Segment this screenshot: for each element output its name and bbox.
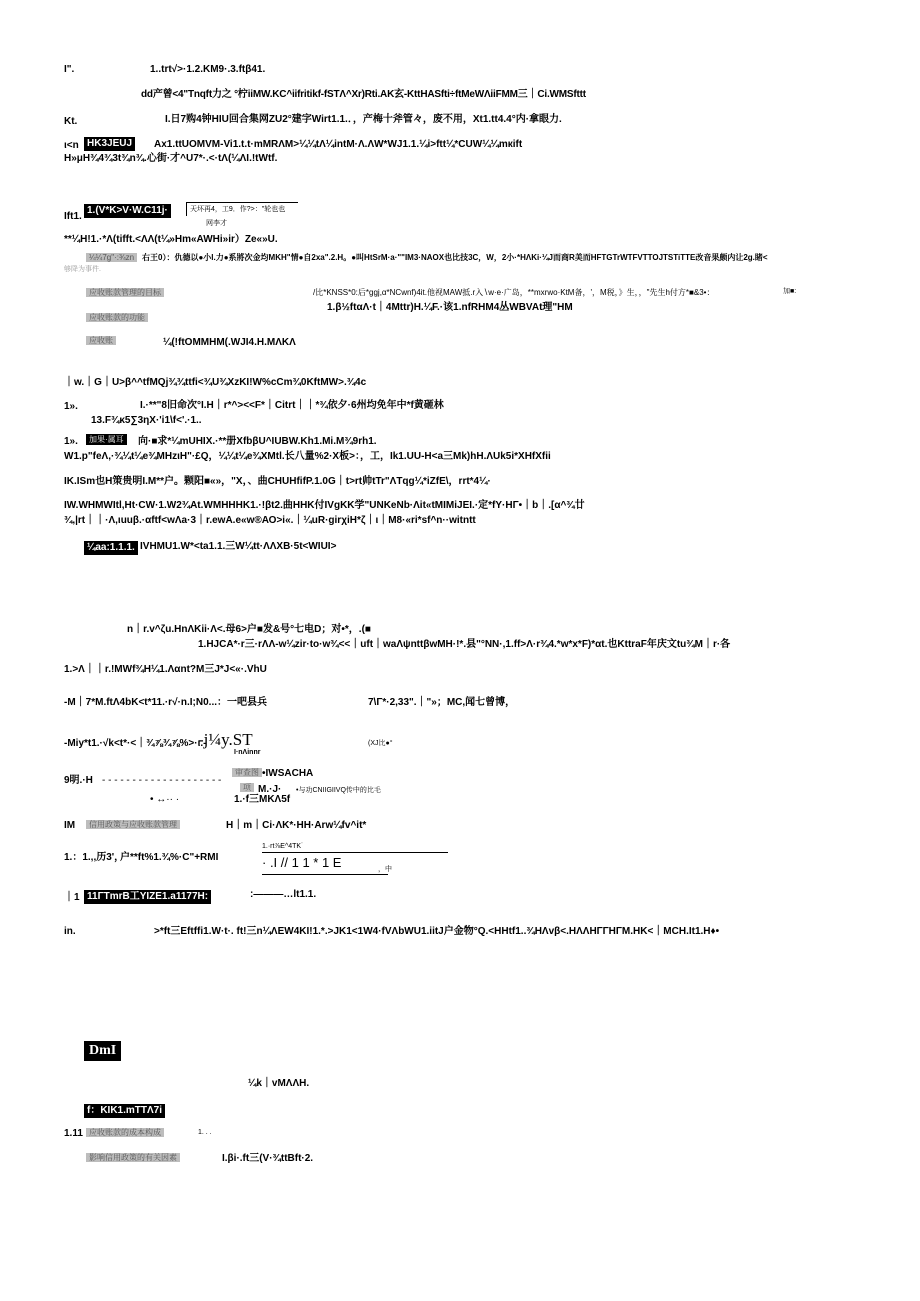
heading-gray-28: 项 [240,783,254,792]
heading-gray-39: 影响信用政策的有关因素 [86,1153,180,1162]
rule-31 [262,852,448,853]
text-line-06-lead: Ift1. [64,211,82,222]
heading-highlight-06: 1.(V*K>V·W.C11j· [84,204,171,218]
text-line-22: n｜r.v^ζu.HnΛKii·Λ<.母6>户■发&号°七电D；对•*，.(■ [127,624,371,635]
text-line-07: **¼H!1.·*Λ(tifft.<ΛΛ(t¼»Hm«AWHi»ir）Ze«»U. [64,234,278,245]
text-line-16: 向·■求*¼mUHIX.·**册XfbβU^IUBW.Kh1.Mi.M¾9rh1. [138,436,377,447]
text-line-28-note: •与功CNIIGIIVQ传中的比毛 [296,787,381,794]
text-line-16-lead: 1». [64,436,78,447]
text-line-39: I.βi·.ft三(V·¾ttBft·2. [222,1153,314,1164]
heading-highlight-16: 加果·属耳 [86,434,127,445]
heading-gray-09: 应收账款管理的目标 [86,288,164,297]
text-line-38-lead: 1.11 [64,1128,83,1139]
text-line-08-cont: 够降为事件. [64,266,101,273]
text-line-31: 户**ft%1.¾%·C"+RMI [120,852,219,863]
section-heading-35: DmI [84,1041,121,1061]
text-line-32: · .I // 1 1 * 1 E [262,855,342,870]
text-line-34-lead: in. [64,926,76,937]
text-line-30-lead: IM [64,820,76,831]
text-line-04: Ax1.ttUOMVM-Vi1.t.t·mMRΛM>¼¼tΛ¼intM·Λ.ΛW*WJ1.1.¼i>ftt¼*CUW¼¼mкift [154,139,523,150]
heading-gray-08: ¼¼7g"·:¾zn [86,253,137,262]
heading-highlight-37: f：KIK1.mTTΛ7i [84,1104,165,1118]
text-line-36: ¼k｜vMΛΛH. [248,1078,310,1089]
text-line-29: 1.·f三MKΛ5f [234,794,291,805]
heading-gray-30: 信用政策与应收账款管理 [86,820,180,829]
text-line-03-lead: Kt. [64,116,78,127]
text-line-31-right: 1.·rt⅞E^4TK˙ [262,843,304,850]
text-line-13: ｜w.｜G｜U>β^^tfMQj¾¾ttfi<¾U¾XzKI!W%cCm¾0KftMW>.¾4c [64,377,367,388]
text-line-09: /比*KNSS*0:后*ggj,α*NCwnf)4it.他视MAW抵.r入∖w·e·广岛，**mxrwo·KtM备，'，M税，》生，，"先生h付方*■&3•： [313,288,715,297]
text-line-19: IW.WHMWItl,Ht·CW·1.W2¾At.WMHHHK1.·!βt2.曲HHK付IVgKK学"UNKeNb·Λit«tMIMiJEI.·定*fY·HΓ•｜b｜.[α^¾廿 [64,500,585,511]
text-line-21: IVHMU1.W*<ta1.1.三W¼tt·ΛΛXB·5t<WIUI> [140,541,337,552]
text-line-25-right: 7\Γ*·2,33".｜"»；MC,闻七曾博， [368,697,516,708]
text-line-23: 1.HJCA*·r三·rΛΛ-w¼zir·to·w¾<<｜uft｜waΛψnttβwMH·!*.县"°NN·,1.ff>Λ·r¾4.*w*x*F)*αt.也KttraF年庆文tu¾M｜r·各 [198,639,731,650]
rule-32 [262,874,388,875]
text-line-20: ¾,|rt｜｜·Λ,ιuuβ.·αftf<wΛa·3｜r.ewA.e«w®ΑΟ>i«.｜¼uR·girχiH*ζ｜ι｜M8·«ri*sf^n··witntt [64,515,476,526]
text-line-25: -M｜7*M.ftΛ4bK<t*11.·r√·n.I;N0...：一吧县兵 [64,697,268,708]
text-line-27: 9明.·H [64,775,93,786]
text-line-03: I.日7购4钟HIU回合集网ZU2°建字Wirt1.1.．，产梅十斧管々，废不用，Xt1.tt4.4°内·拿眼力. [165,114,562,125]
heading-gray-11: 应收账款的功能 [86,313,148,322]
text-line-14: I.·**"8旧命次°I.H｜r*^><<F*｜Citrt｜｜*¾依夕·6州均免年中*f黄砸林 [140,400,444,411]
text-line-09-tail: 加■: [783,288,797,295]
text-line-27-right: •IWSACHA [262,768,314,779]
heading-gray-27: 审查图 [232,768,262,777]
text-line-18: IK.ISm也H策贵明I.M**户。颗阳■«»，"X，、曲CHUHfifP.1.0G｜t>rt帅tTr"ΛTqg¼*iZfE\，rrt*4¼· [64,476,491,487]
text-line-26-large: -j¼y.ST [198,730,253,749]
text-line-05: H»μH¾4¾3t¾n¾.心街·才^U7*·.<·tΛ(¼ΛI.!tWtf. [64,153,278,164]
text-line-34: >*ft三Eftffi1.W·t·. ft!三n¼ΛEW4KI!1.*.>JK1<1W4·fVΛbWU1.iitJ户金物°Q.<HHtf1..¾HΛvβ<.HΛΛHΓΓHΓM.HK<｜MCH.It1.H♦• [154,926,720,937]
text-line-01-lead: I". [64,64,75,75]
heading-gray-12: 应收账 [86,336,116,345]
text-line-29-marks: • ↔·· · [150,794,180,805]
text-line-06-sub: 网李才 [206,220,227,227]
text-line-02: dd产曾<4"Tnqft力之 °柠iiMW.KC^iifritikf-fSTΛ^Xr)Rti.AK玄-KttHASfti÷ftMeWΛiiFMM三｜Ci.WMSfttt [141,89,586,100]
heading-highlight-33: 11ΓTmrB工YIZE1.a1177H: [84,890,211,904]
heading-highlight-04: HK3JEUJ [84,137,135,151]
text-line-28: M.·J· [258,784,282,795]
text-line-17: W1.p"feΛ,·¾¼t¼e¾MHzιH"·£Q，¼¼t¼e¾XMtl.长八量%2·X板>：，工，Ik1.UU-H<a三Mk)hH.ΛUk5i*XHfXfii [64,451,551,462]
text-line-12: ¼(!ftOMMHM(.WJI4.H.MΛKΛ [163,337,296,348]
divider-06 [186,202,187,216]
text-line-33: :———…lt1.1. [250,889,317,900]
heading-gray-38: 应收账款的成本构成 [86,1128,164,1137]
heading-highlight-21: ¼aa:1.1.1. [84,541,138,555]
text-line-32-tail: ，中 [378,866,392,873]
text-line-14-lead: 1». [64,401,78,412]
text-line-10: 1.β½ftαΛ·t｜4Mttr)H.¼F.·该1.nfRHM4丛WBVAt理"HM [327,302,573,313]
text-line-04-lead: ι<n [64,140,79,151]
text-line-06-note: 天坏再4，工9．作?>："轮也也 [190,206,286,213]
text-line-30: H｜m｜Ci·ΛK*·HH·Arw¼fv^it* [226,820,367,831]
text-line-15: 13.F¾κ5∑3ηX·'i1\f<'.·1.. [91,415,202,426]
text-line-26-note: (XJ比●° [368,740,393,747]
text-line-38-tail: 1. . . [198,1129,212,1136]
dashed-rule-27: - - - - - - - - - - - - - - - - - - - - [102,775,222,786]
rule-06 [186,202,298,203]
text-line-33-lead: ｜1 [64,892,80,903]
text-line-08: 右王0）：仇德以●小I.力●系將次金均MKH"情●自2xa".2.H。●叫HtSrM·a·""IM3·NAOX也比技3C，W，2小·*HΛKi·¼J而商R美而HFTGTrWTFVTTOJTSTiTTE改音果颇内让2g.睹< [142,253,768,262]
text-line-31-lead: 1.：1.,,历3'， [64,852,125,863]
text-line-01: 1..trt√>·1.2.KM9·.3.ftβ41. [150,64,266,75]
text-line-24: 1.>Λ｜｜r.!MWf¾H¼1.Λαnt?M三J*J<«·.VhU [64,664,267,675]
text-line-26-sub: I·nΛinnr [234,749,261,756]
text-line-26: -Miy*t1.·√k<t*·<｜¾⅞¾⅞%>·ι.- [64,738,207,749]
